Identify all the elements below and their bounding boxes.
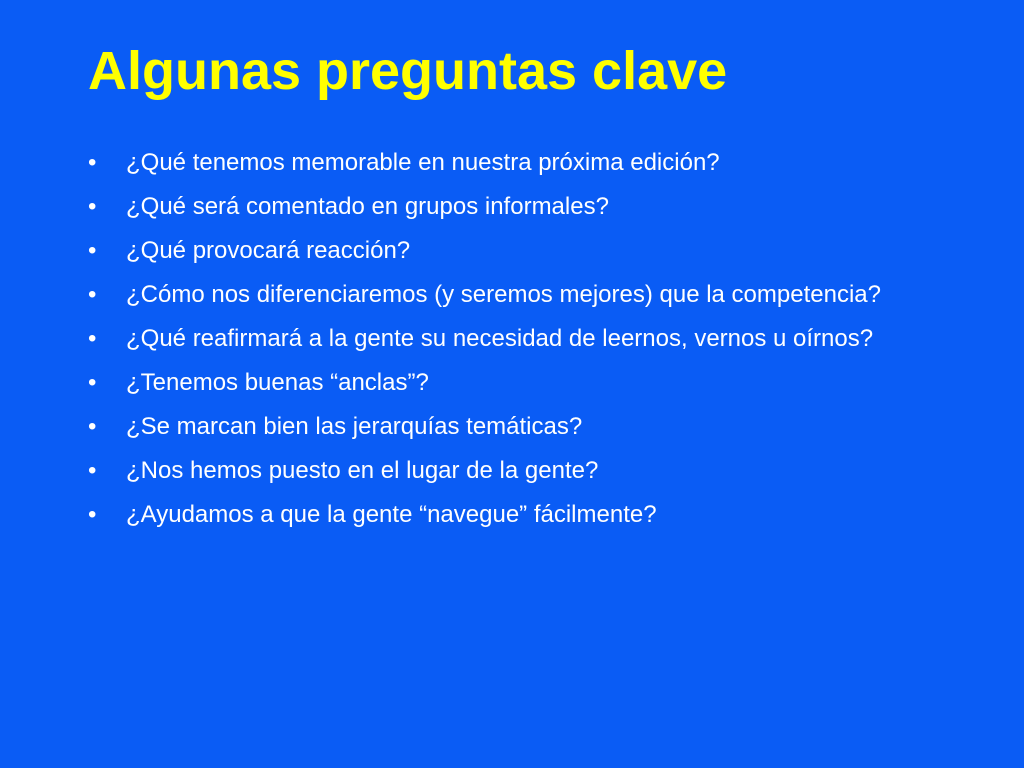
bullet-text: ¿Qué provocará reacción?: [126, 237, 411, 264]
list-item: [88, 412, 938, 441]
list-item: [88, 324, 938, 353]
bullet-text: ¿Tenemos buenas “anclas”?: [126, 369, 429, 396]
bullet-text: ¿Cómo nos diferenciaremos (y seremos mejores) que la competencia?: [126, 281, 881, 308]
list-item: [88, 500, 938, 529]
bullet-icon: •: [88, 149, 97, 176]
bullet-text: ¿Nos hemos puesto en el lugar de la gente?: [126, 457, 599, 484]
bullet-icon: •: [88, 325, 97, 352]
bullet-text: ¿Qué tenemos memorable en nuestra próxima edición?: [126, 149, 720, 176]
bullet-icon: •: [88, 501, 97, 528]
bullet-text: ¿Qué reafirmará a la gente su necesidad de leernos, vernos u oírnos?: [126, 325, 874, 352]
bullet-text: ¿Qué será comentado en grupos informales?: [126, 193, 609, 220]
bullet-icon: •: [88, 369, 97, 396]
list-item: [88, 236, 938, 265]
bullet-text: ¿Se marcan bien las jerarquías temáticas?: [126, 413, 583, 440]
list-item: [88, 280, 938, 309]
bullet-icon: •: [88, 413, 97, 440]
list-item: [88, 192, 938, 221]
slide-title: Algunas preguntas clave: [88, 41, 728, 101]
bullet-icon: •: [88, 457, 97, 484]
bullet-list: [88, 148, 938, 544]
bullet-icon: •: [88, 237, 97, 264]
list-item: [88, 368, 938, 397]
list-item: [88, 456, 938, 485]
bullet-text: ¿Ayudamos a que la gente “navegue” fácilmente?: [126, 501, 657, 528]
bullet-icon: •: [88, 193, 97, 220]
bullet-icon: •: [88, 281, 97, 308]
list-item: [88, 148, 938, 177]
